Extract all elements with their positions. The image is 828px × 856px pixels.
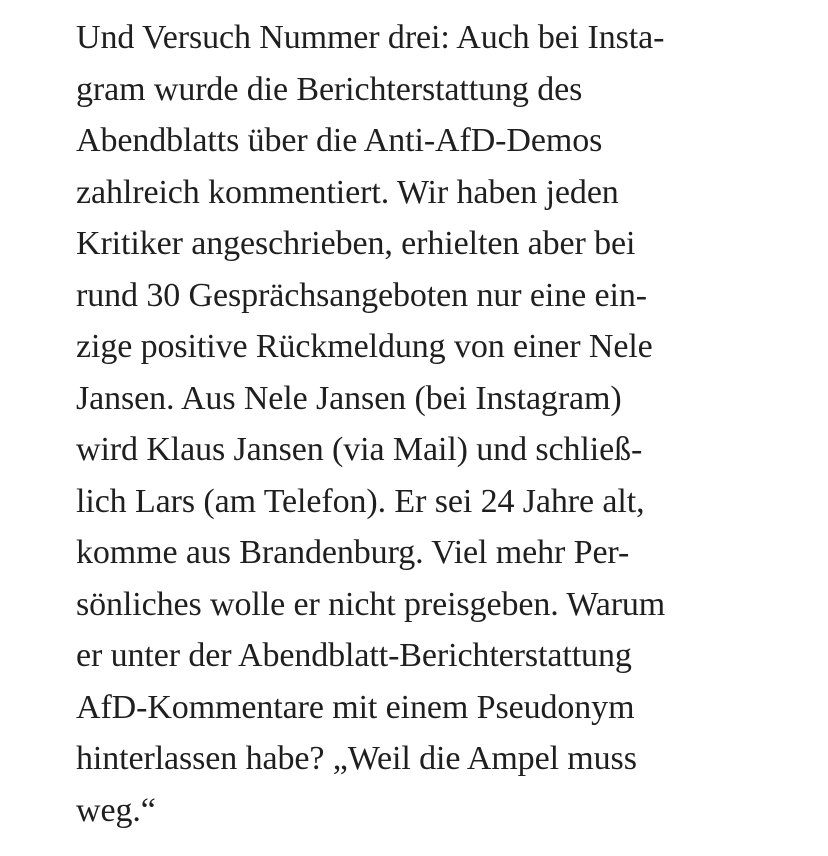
text-line: wird Klaus Jansen (via Mail) und schließ- xyxy=(76,431,643,468)
text-line: sönliches wolle er nicht preisgeben. Warum xyxy=(76,585,666,623)
text-line: gram wurde die Berichterstattung des xyxy=(76,70,583,108)
text-line: hinterlassen habe? „Weil die Ampel muss xyxy=(76,740,637,777)
text-line: Und Versuch Nummer drei: Auch bei Insta- xyxy=(76,19,665,56)
text-line: lich Lars (am Telefon). Er sei 24 Jahre alt, xyxy=(76,482,645,520)
text-line: er unter der Abendblatt-Berichterstattung xyxy=(76,637,632,674)
text-line: zahlreich kommentiert. Wir haben jeden xyxy=(76,173,619,211)
text-line: komme aus Brandenburg. Viel mehr Per- xyxy=(76,534,630,571)
text-line: Kritiker angeschrieben, erhielten aber bei xyxy=(76,225,636,262)
article-paragraph xyxy=(76,12,796,836)
text-line: zige positive Rückmeldung von einer Nele xyxy=(76,328,653,365)
text-line: Abendblatts über die Anti-AfD-Demos xyxy=(76,122,603,159)
text-line: rund 30 Gesprächsangeboten nur eine ein- xyxy=(76,276,647,314)
text-line: AfD-Kommentare mit einem Pseudonym xyxy=(76,688,635,726)
text-line: weg.“ xyxy=(76,791,156,829)
text-line: Jansen. Aus Nele Jansen (bei Instagram) xyxy=(76,379,622,417)
